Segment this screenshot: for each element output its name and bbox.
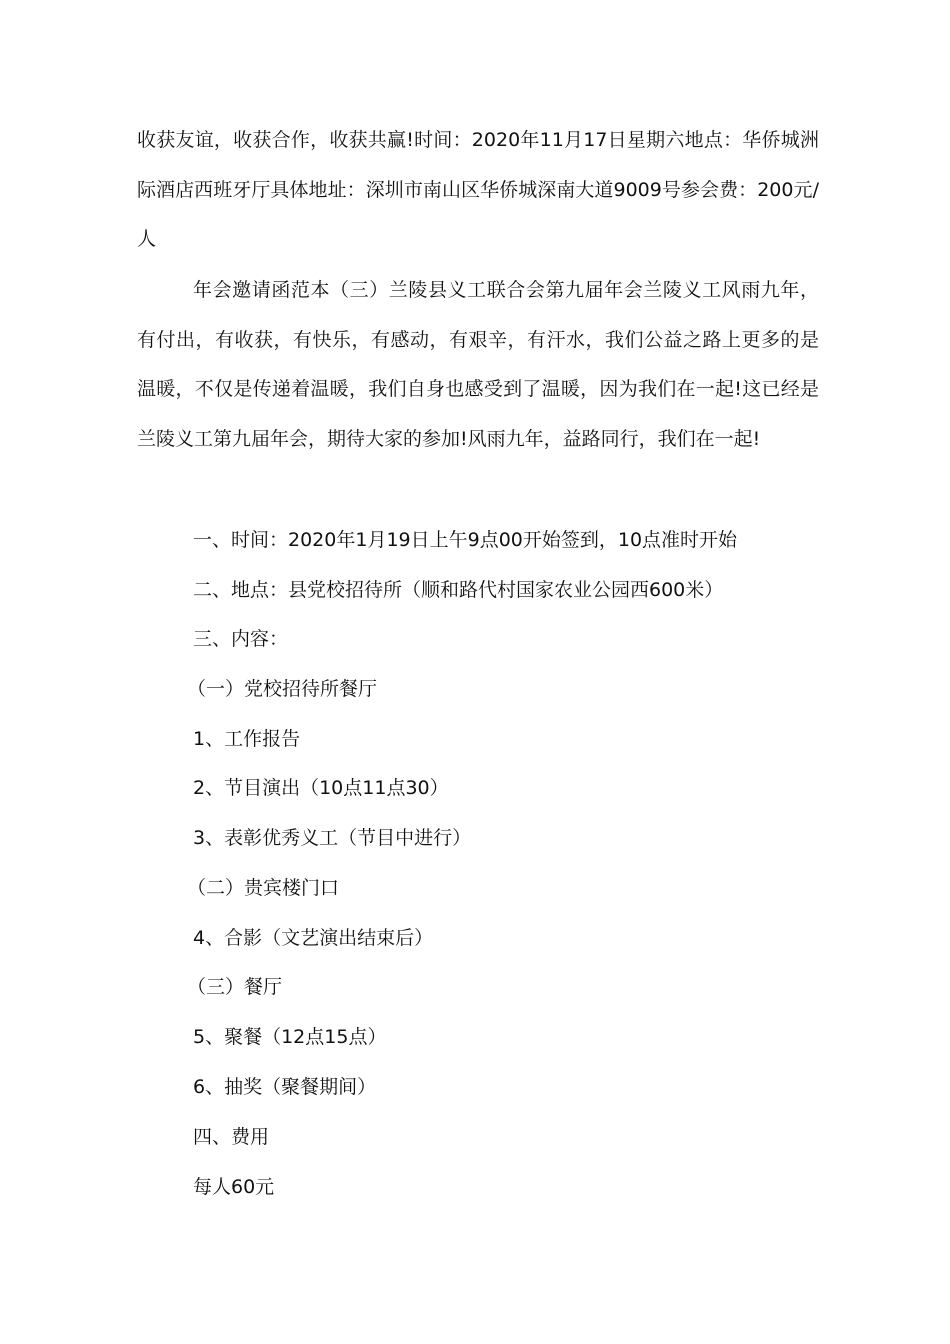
item-fee-heading: 四、费用 bbox=[193, 1126, 270, 1148]
event-details-paragraph: 收获友谊，收获合作，收获共赢!时间：2020年11月17日星期六地点：华侨城洲际酒店西班牙厅具体地址：深圳市南山区华侨城深南大道9009号参会费：200元/人 bbox=[137, 129, 819, 250]
agenda-item-4: 4、合影（文艺演出结束后） bbox=[193, 927, 434, 949]
section-3-heading: （三）餐厅 bbox=[187, 976, 283, 998]
agenda-item-1: 1、工作报告 bbox=[193, 728, 301, 750]
annual-meeting-intro-paragraph: 年会邀请函范本（三）兰陵县义工联合会第九届年会兰陵义工风雨九年，有付出，有收获，有快乐，有感动，有艰辛，有汗水，我们公益之路上更多的是温暖，不仅是传递着温暖，我们自身也感受到了温暖，因为我们在一起!这已经是兰陵义工第九届年会，期待大家的参加!风雨九年，益路同行，我们在一起! bbox=[137, 279, 819, 450]
item-time: 一、时间：2020年1月19日上午9点00开始签到，10点准时开始 bbox=[193, 529, 738, 551]
agenda-item-3: 3、表彰优秀义工（节目中进行） bbox=[193, 827, 472, 849]
section-1-heading: （一）党校招待所餐厅 bbox=[187, 678, 378, 700]
section-2-heading: （二）贵宾楼门口 bbox=[187, 877, 340, 899]
item-location: 二、地点：县党校招待所（顺和路代村国家农业公园西600米） bbox=[193, 579, 724, 601]
item-content-heading: 三、内容： bbox=[193, 628, 289, 650]
agenda-item-5: 5、聚餐（12点15点） bbox=[193, 1026, 387, 1048]
fee-amount: 每人60元 bbox=[193, 1176, 275, 1198]
agenda-item-6: 6、抽奖（聚餐期间） bbox=[193, 1076, 377, 1098]
agenda-item-2: 2、节目演出（10点11点30） bbox=[193, 777, 449, 799]
